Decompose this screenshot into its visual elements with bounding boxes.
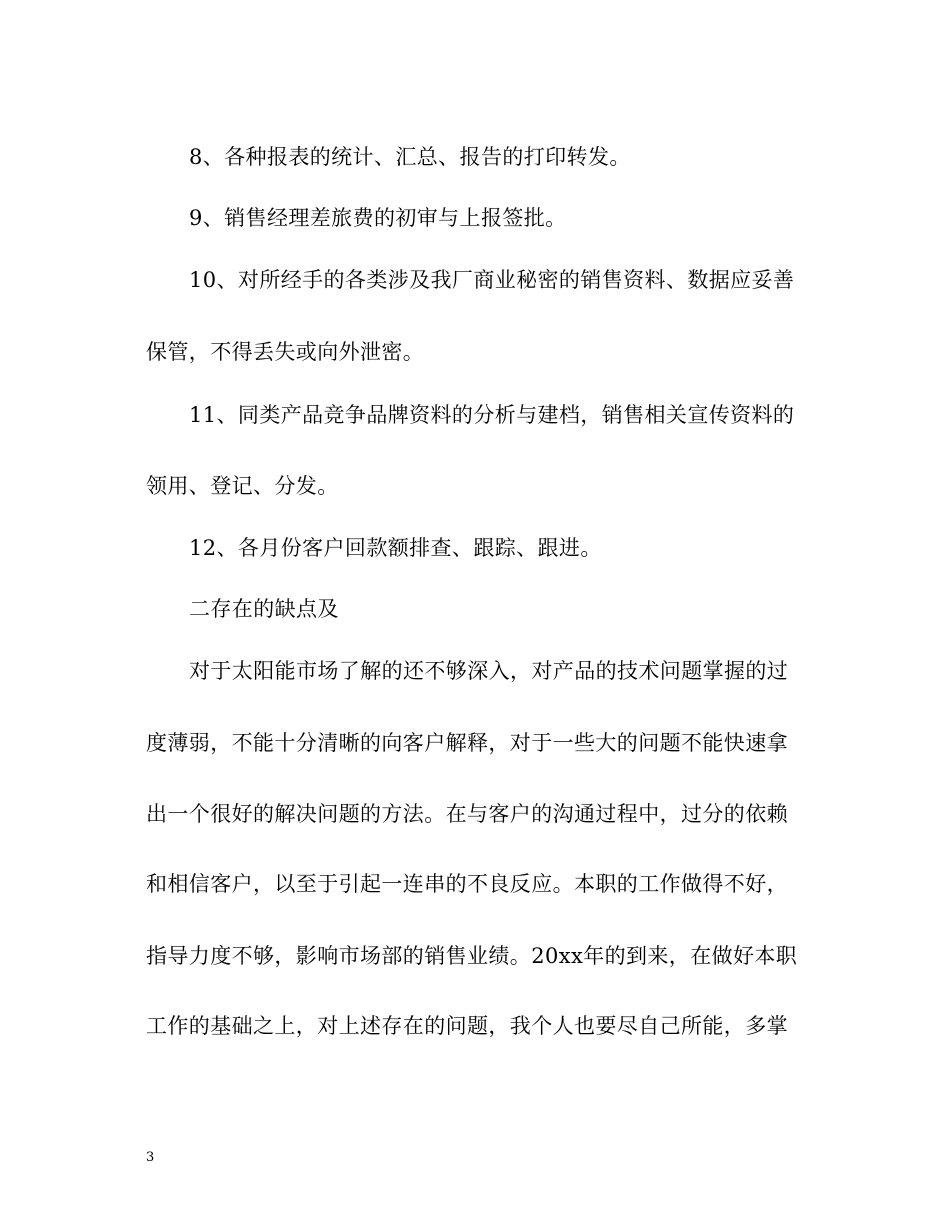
list-item-10-line-2: 保管，不得丢失或向外泄密。 xyxy=(146,340,425,364)
page-number: 3 xyxy=(146,1150,155,1165)
list-item-10-line-1: 10、对所经手的各类涉及我厂商业秘密的销售资料、数据应妥善 xyxy=(189,268,795,292)
paragraph-line-1: 对于太阳能市场了解的还不够深入，对产品的技术问题掌握的过 xyxy=(189,659,789,683)
list-item-11-line-1: 11、同类产品竞争品牌资料的分析与建档，销售相关宣传资料的 xyxy=(189,403,795,427)
paragraph-line-2: 度薄弱，不能十分清晰的向客户解释，对于一些大的问题不能快速拿 xyxy=(146,731,788,755)
paragraph-line-6: 工作的基础之上，对上述存在的问题，我个人也要尽自己所能，多掌 xyxy=(146,1014,788,1038)
paragraph-line-5: 指导力度不够，影响市场部的销售业绩。20xx年的到来，在做好本职 xyxy=(146,944,798,968)
list-item-9: 9、销售经理差旅费的初审与上报签批。 xyxy=(189,206,567,230)
paragraph-line-3: 出一个很好的解决问题的方法。在与客户的沟通过程中，过分的依赖 xyxy=(146,802,788,826)
list-item-8: 8、各种报表的统计、汇总、报告的打印转发。 xyxy=(189,145,631,169)
section-heading: 二存在的缺点及 xyxy=(189,597,339,621)
list-item-12: 12、各月份客户回款额排查、跟踪、跟进。 xyxy=(189,536,602,560)
list-item-11-line-2: 领用、登记、分发。 xyxy=(146,474,339,498)
paragraph-line-4: 和相信客户，以至于引起一连串的不良反应。本职的工作做得不好， xyxy=(146,872,788,896)
